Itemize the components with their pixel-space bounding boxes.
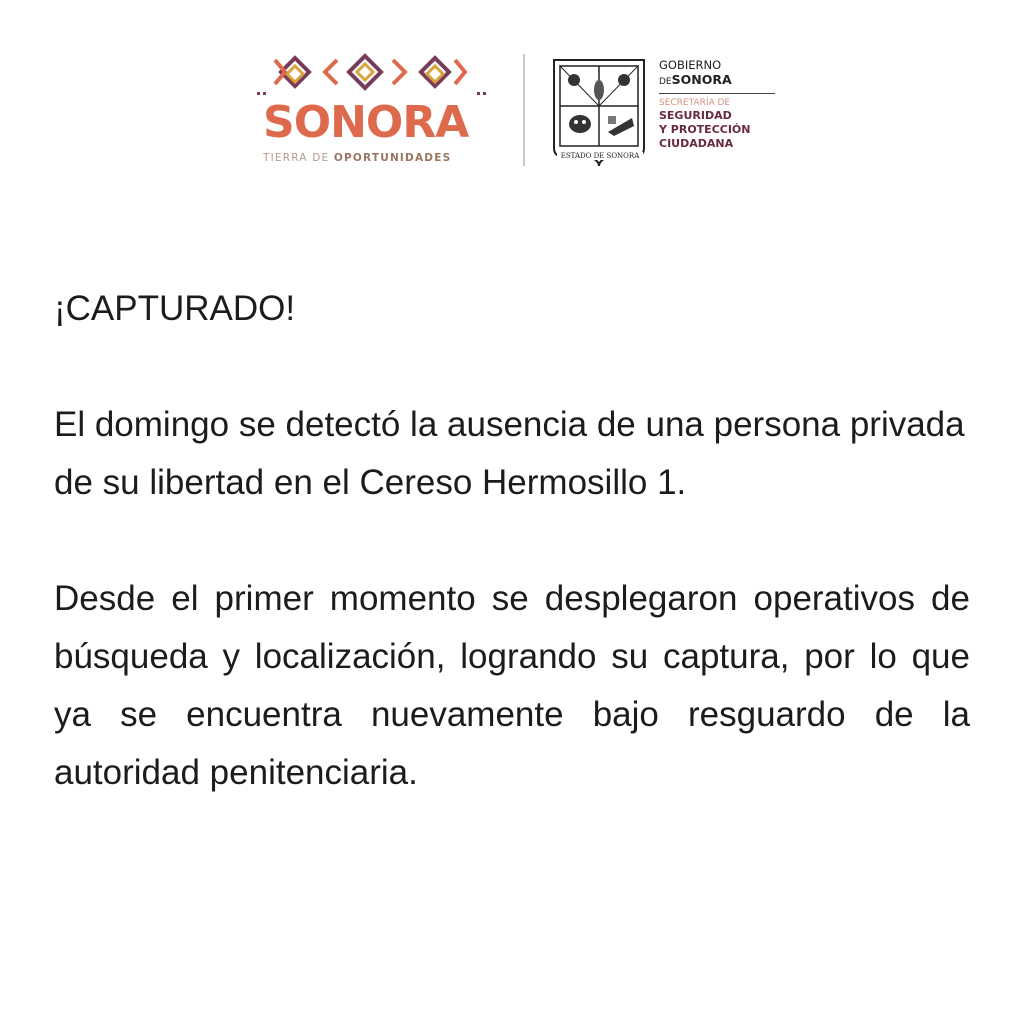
gov-line2-prefix: DE	[659, 77, 672, 87]
sonora-logo	[255, 46, 505, 174]
headline: ¡CAPTURADO!	[54, 289, 296, 328]
announcement-body	[54, 280, 970, 802]
secretariat-line4: CIUDADANA	[659, 137, 734, 150]
gov-line2	[659, 72, 775, 94]
sonora-logo-tagline	[263, 152, 451, 164]
paragraph-1: El domingo se detectó la ausencia de una persona privada de su libertad en el Cereso Hermosillo 1.	[54, 405, 965, 502]
secretariat-line3: Y PROTECCIÓN	[659, 123, 751, 136]
gov-line1: GOBIERNO	[659, 58, 722, 72]
tagline-light: TIERRA DE	[263, 152, 334, 164]
paragraph-2: Desde el primer momento se desplegaron operativos de búsqueda y localización, logrando su captura, por lo que ya se encuentra nuevamente bajo resguardo de la autoridad penitenciaria.	[54, 579, 970, 792]
header-divider	[523, 54, 525, 166]
seal-caption: ESTADO DE SONORA	[557, 152, 643, 160]
sonora-logo-word: SONORA	[263, 97, 469, 148]
header	[255, 46, 795, 174]
secretariat-line1: SECRETARÍA DE	[659, 98, 731, 108]
tagline-bold: OPORTUNIDADES	[333, 152, 452, 164]
government-text	[659, 58, 799, 151]
secretariat-line2: SEGURIDAD	[659, 109, 732, 122]
gov-line2-main: SONORA	[671, 72, 732, 87]
